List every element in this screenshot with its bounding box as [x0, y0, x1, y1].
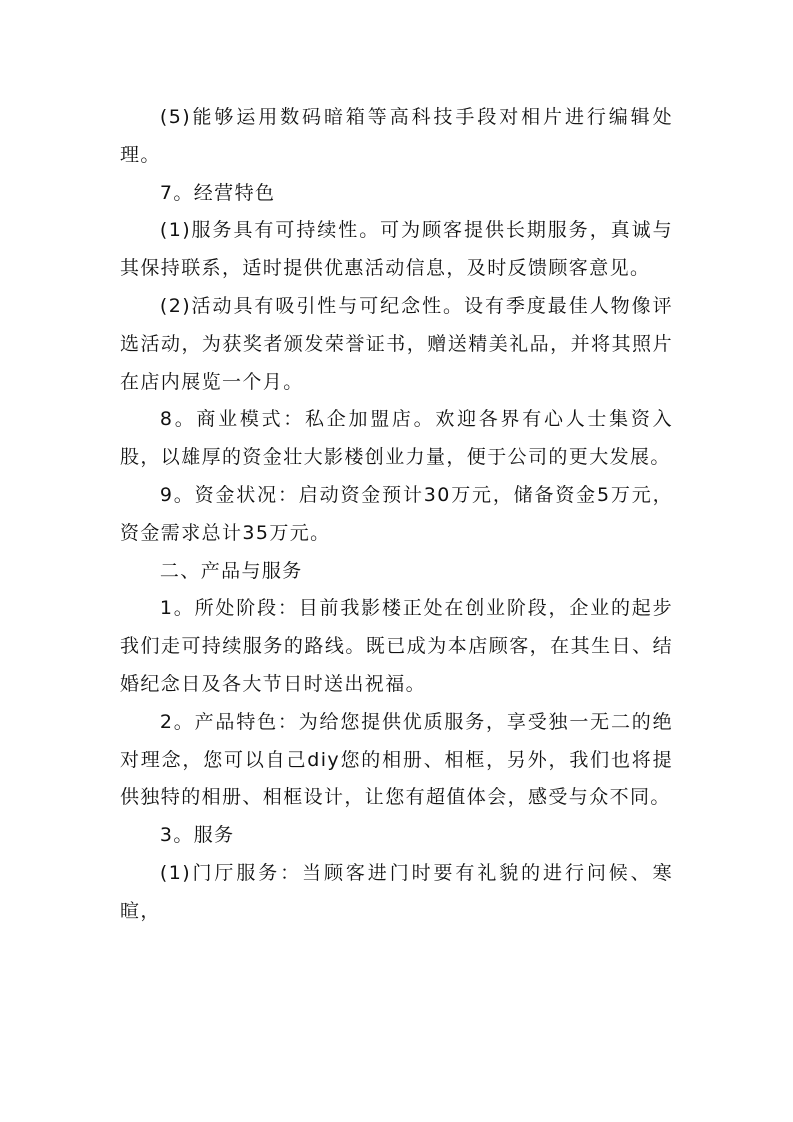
- document-body: [120, 99, 673, 931]
- heading-services: 3。服务: [159, 824, 235, 847]
- paragraph-darkroom-editing: (5)能够运用数码暗箱等高科技手段对相片进行编辑处理。: [120, 106, 673, 166]
- paragraph-funding-status: 9。资金状况：启动资金预计30万元，储备资金5万元，资金需求总计35万元。: [120, 483, 673, 544]
- paragraph-lobby-service: (1)门厅服务：当顾客进门时要有礼貌的进行问候、寒暄，: [120, 861, 673, 922]
- paragraph-product-features: 2。产品特色：为给您提供优质服务，享受独一无二的绝对理念，您可以自己diy您的相册、相框，另外，我们也将提供独特的相册、相框设计，让您有超值体会，感受与众不同。: [120, 710, 673, 809]
- paragraph-attractive-activities: (2)活动具有吸引性与可纪念性。设有季度最佳人物像评选活动，为获奖者颁发荣誉证书，赠送精美礼品，并将其照片在店内展览一个月。: [120, 294, 673, 393]
- heading-products-services: 二、产品与服务: [159, 559, 303, 582]
- paragraph-current-stage: 1。所处阶段：目前我影楼正处在创业阶段，企业的起步我们走可持续服务的路线。既已成为本店顾客，在其生日、结婚纪念日及各大节日时送出祝福。: [120, 597, 673, 695]
- paragraph-business-model: 8。商业模式：私企加盟店。欢迎各界有心人士集资入股，以雄厚的资金壮大影楼创业力量，便于公司的更大发展。: [120, 408, 673, 469]
- paragraph-sustainable-service: (1)服务具有可持续性。可为顾客提供长期服务，真诚与其保持联系，适时提供优惠活动信息，及时反馈顾客意见。: [120, 219, 673, 280]
- heading-business-features: 7。经营特色: [159, 181, 276, 204]
